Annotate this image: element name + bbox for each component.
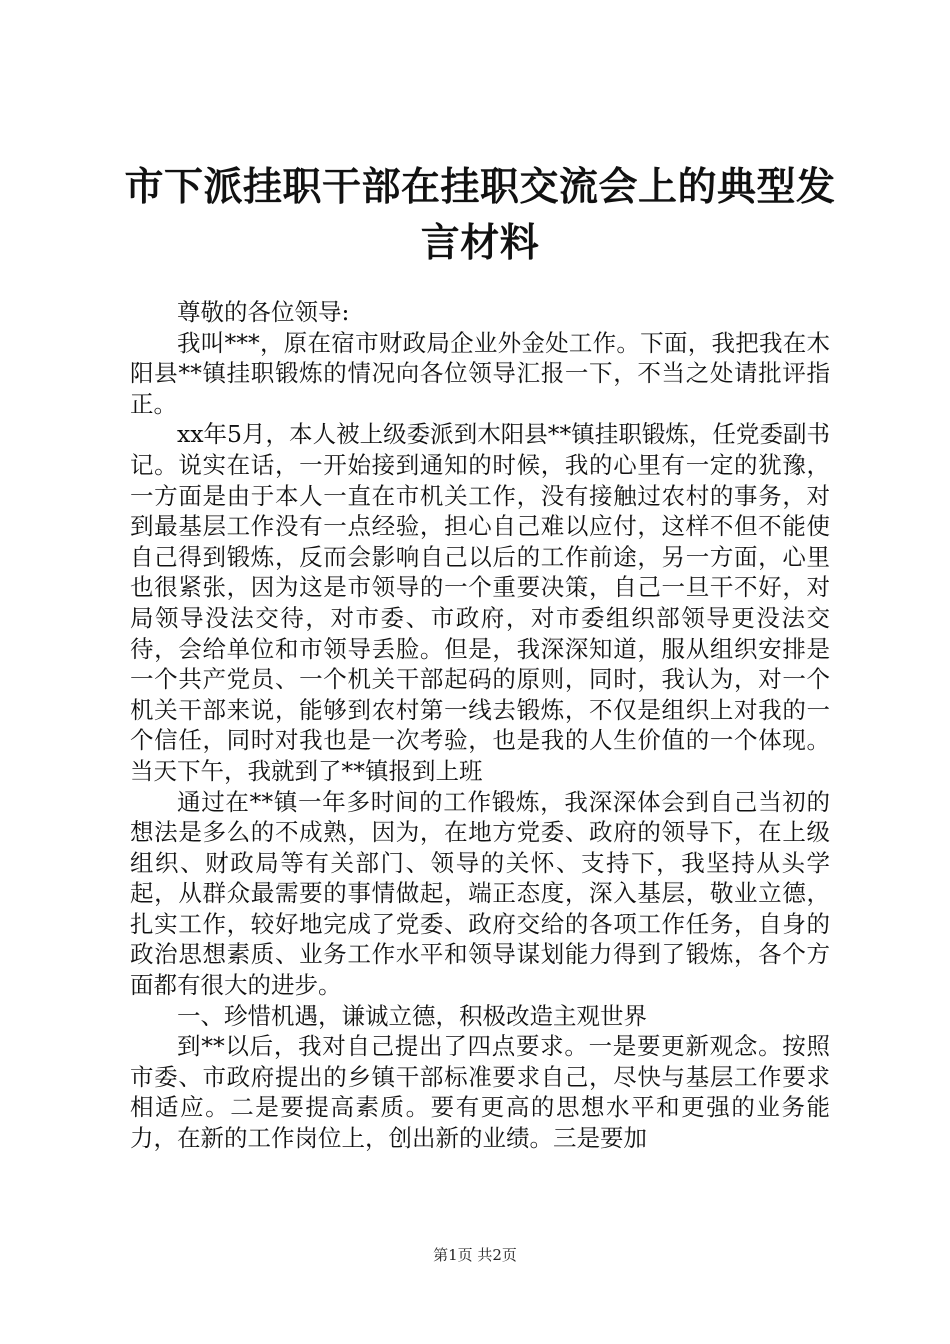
document-body xyxy=(130,297,830,1154)
section-heading: 一、珍惜机遇，谦诚立德，积极改造主观世界 xyxy=(177,1001,647,1030)
page-number-footer: 第1页 共2页 xyxy=(433,1246,517,1264)
introduction-paragraph: 我叫***，原在宿市财政局企业外金处工作。下面，我把我在木阳县**镇挂职锻炼的情况向各位领导汇报一下，不当之处请批评指正。 xyxy=(130,328,830,418)
background-paragraph: xx年5月，本人被上级委派到木阳县**镇挂职锻炼，任党委副书记。说实在话，一开始接到通知的时候，我的心里有一定的犹豫，一方面是由于本人一直在市机关工作，没有接触过农村的事务，对到最基层工作没有一点经验，担心自己难以应付，这样不但不能使自己得到锻炼，反而会影响自己以后的工作前途，另一方面，心里也很紧张，因为这是市领导的一个重要决策，自己一旦干不好，对局领导没法交待，对市委、市政府，对市委组织部领导更没法交待，会给单位和市领导丢脸。但是，我深深知道，服从组织安排是一个共产党员、一个机关干部起码的原则，同时，我认为，对一个机关干部来说，能够到农村第一线去锻炼，不仅是组织上对我的一个信任，同时对我也是一次考验，也是我的人生价值的一个体现。当天下午，我就到了**镇报到上班 xyxy=(130,420,830,785)
salutation-paragraph: 尊敬的各位领导: xyxy=(177,298,350,326)
document-title: 市下派挂职干部在挂职交流会上的典型发言材料 xyxy=(124,165,836,266)
experience-paragraph: 通过在**镇一年多时间的工作锻炼，我深深体会到自己当初的想法是多么的不成熟，因为，在地方党委、政府的领导下，在上级组织、财政局等有关部门、领导的关怀、支持下，我坚持从头学起，从群众最需要的事情做起，端正态度，深入基层，敬业立德，扎实工作，较好地完成了党委、政府交给的各项工作任务，自身的政治思想素质、业务工作水平和领导谋划能力得到了锻炼，各个方面都有很大的进步。 xyxy=(130,787,830,1000)
requirements-paragraph: 到**以后，我对自己提出了四点要求。一是要更新观念。按照市委、市政府提出的乡镇干部标准要求自己，尽快与基层工作要求相适应。二是要提高素质。要有更高的思想水平和更强的业务能力，在新的工作岗位上，创出新的业绩。三是要加 xyxy=(130,1032,830,1153)
